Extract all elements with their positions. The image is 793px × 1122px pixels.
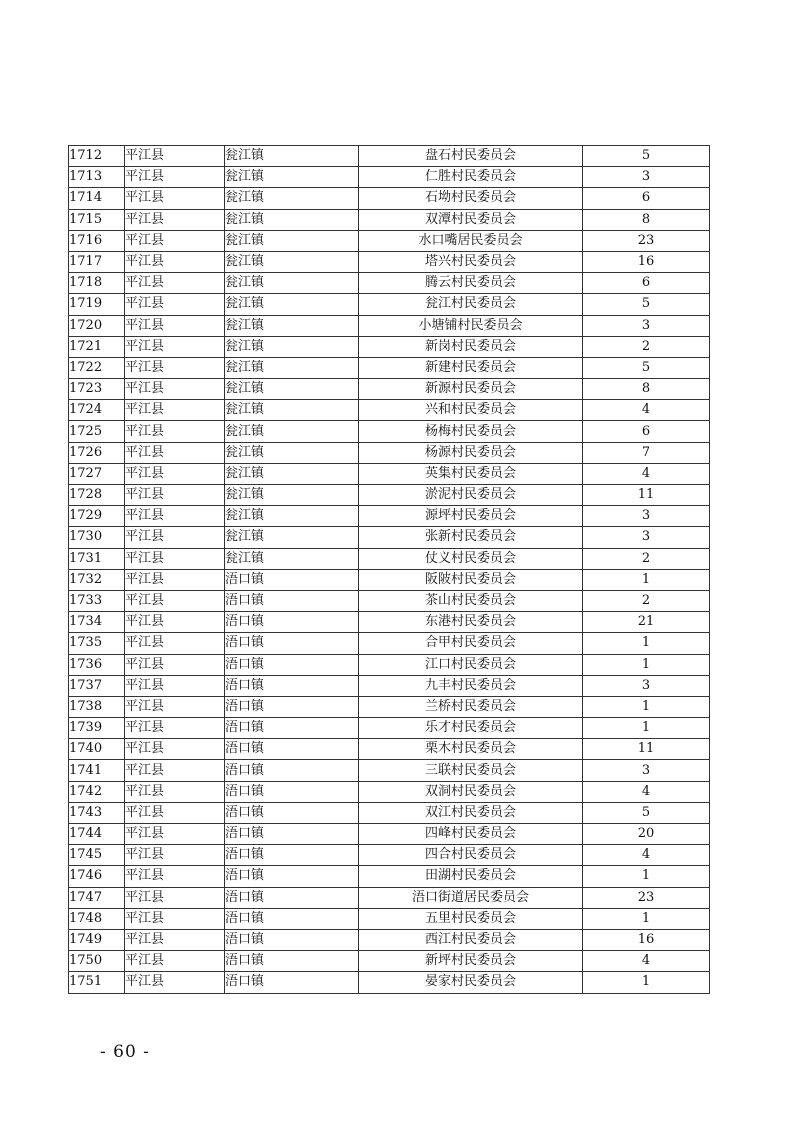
town-cell: 瓮江镇	[225, 357, 359, 378]
county-cell: 平江县	[125, 442, 225, 463]
town-cell: 浯口镇	[225, 951, 359, 972]
county-cell: 平江县	[125, 612, 225, 633]
table-row	[69, 315, 710, 336]
table-row	[69, 781, 710, 802]
count-cell: 5	[583, 146, 710, 167]
town-cell: 浯口镇	[225, 633, 359, 654]
county-cell: 平江县	[125, 781, 225, 802]
row-number-cell: 1749	[69, 929, 125, 950]
count-cell: 11	[583, 739, 710, 760]
row-number-cell: 1718	[69, 273, 125, 294]
village-committee-cell: 双洞村民委员会	[359, 781, 583, 802]
count-cell: 3	[583, 760, 710, 781]
table-row	[69, 188, 710, 209]
county-cell: 平江县	[125, 315, 225, 336]
count-cell: 3	[583, 315, 710, 336]
county-cell: 平江县	[125, 167, 225, 188]
county-cell: 平江县	[125, 929, 225, 950]
village-committee-cell: 新源村民委员会	[359, 379, 583, 400]
village-committee-cell: 四峰村民委员会	[359, 824, 583, 845]
town-cell: 瓮江镇	[225, 442, 359, 463]
table-row	[69, 590, 710, 611]
village-committee-cell: 三联村民委员会	[359, 760, 583, 781]
town-cell: 浯口镇	[225, 972, 359, 993]
village-committee-cell: 英集村民委员会	[359, 463, 583, 484]
county-cell: 平江县	[125, 887, 225, 908]
county-cell: 平江县	[125, 696, 225, 717]
row-number-cell: 1716	[69, 230, 125, 251]
village-committee-cell: 张新村民委员会	[359, 527, 583, 548]
village-committee-cell: 杨梅村民委员会	[359, 421, 583, 442]
county-cell: 平江县	[125, 251, 225, 272]
table-row	[69, 548, 710, 569]
town-cell: 浯口镇	[225, 654, 359, 675]
town-cell: 瓮江镇	[225, 463, 359, 484]
table-row	[69, 696, 710, 717]
town-cell: 浯口镇	[225, 569, 359, 590]
county-cell: 平江县	[125, 230, 225, 251]
county-cell: 平江县	[125, 485, 225, 506]
village-committee-cell: 晏家村民委员会	[359, 972, 583, 993]
count-cell: 5	[583, 357, 710, 378]
village-committee-cell: 小塘铺村民委员会	[359, 315, 583, 336]
county-cell: 平江县	[125, 908, 225, 929]
row-number-cell: 1738	[69, 696, 125, 717]
town-cell: 浯口镇	[225, 739, 359, 760]
row-number-cell: 1712	[69, 146, 125, 167]
county-cell: 平江县	[125, 866, 225, 887]
village-committee-cell: 栗木村民委员会	[359, 739, 583, 760]
table-row	[69, 718, 710, 739]
village-committee-cell: 杨源村民委员会	[359, 442, 583, 463]
village-committee-cell: 兴和村民委员会	[359, 400, 583, 421]
count-cell: 6	[583, 188, 710, 209]
town-cell: 浯口镇	[225, 696, 359, 717]
count-cell: 4	[583, 400, 710, 421]
county-cell: 平江县	[125, 336, 225, 357]
row-number-cell: 1715	[69, 209, 125, 230]
row-number-cell: 1740	[69, 739, 125, 760]
count-cell: 16	[583, 251, 710, 272]
town-cell: 瓮江镇	[225, 167, 359, 188]
village-committee-cell: 瓮江村民委员会	[359, 294, 583, 315]
village-committee-cell: 西江村民委员会	[359, 929, 583, 950]
row-number-cell: 1736	[69, 654, 125, 675]
county-cell: 平江县	[125, 590, 225, 611]
town-cell: 瓮江镇	[225, 251, 359, 272]
count-cell: 23	[583, 230, 710, 251]
town-cell: 浯口镇	[225, 612, 359, 633]
town-cell: 瓮江镇	[225, 230, 359, 251]
count-cell: 1	[583, 866, 710, 887]
village-committee-cell: 石坳村民委员会	[359, 188, 583, 209]
row-number-cell: 1719	[69, 294, 125, 315]
town-cell: 浯口镇	[225, 802, 359, 823]
table-row	[69, 485, 710, 506]
table-row	[69, 633, 710, 654]
count-cell: 6	[583, 421, 710, 442]
count-cell: 5	[583, 802, 710, 823]
count-cell: 1	[583, 654, 710, 675]
county-cell: 平江县	[125, 506, 225, 527]
village-committee-cell: 五里村民委员会	[359, 908, 583, 929]
town-cell: 浯口镇	[225, 590, 359, 611]
village-committee-cell: 腾云村民委员会	[359, 273, 583, 294]
county-cell: 平江县	[125, 379, 225, 400]
county-cell: 平江县	[125, 675, 225, 696]
table-row	[69, 506, 710, 527]
table-row	[69, 569, 710, 590]
count-cell: 23	[583, 887, 710, 908]
row-number-cell: 1737	[69, 675, 125, 696]
town-cell: 瓮江镇	[225, 146, 359, 167]
village-committee-cell: 仗义村民委员会	[359, 548, 583, 569]
town-cell: 浯口镇	[225, 675, 359, 696]
county-cell: 平江县	[125, 802, 225, 823]
row-number-cell: 1714	[69, 188, 125, 209]
village-committee-cell: 塔兴村民委员会	[359, 251, 583, 272]
table-row	[69, 379, 710, 400]
count-cell: 1	[583, 696, 710, 717]
village-committee-cell: 江口村民委员会	[359, 654, 583, 675]
county-cell: 平江县	[125, 294, 225, 315]
table-row	[69, 527, 710, 548]
count-cell: 1	[583, 633, 710, 654]
county-cell: 平江县	[125, 400, 225, 421]
town-cell: 浯口镇	[225, 887, 359, 908]
row-number-cell: 1750	[69, 951, 125, 972]
county-cell: 平江县	[125, 633, 225, 654]
county-cell: 平江县	[125, 824, 225, 845]
county-cell: 平江县	[125, 569, 225, 590]
county-cell: 平江县	[125, 972, 225, 993]
county-cell: 平江县	[125, 739, 225, 760]
town-cell: 瓮江镇	[225, 294, 359, 315]
count-cell: 2	[583, 548, 710, 569]
table-row	[69, 908, 710, 929]
table-row	[69, 845, 710, 866]
table-row	[69, 463, 710, 484]
town-cell: 瓮江镇	[225, 336, 359, 357]
county-cell: 平江县	[125, 463, 225, 484]
table-row	[69, 675, 710, 696]
town-cell: 瓮江镇	[225, 209, 359, 230]
count-cell: 4	[583, 845, 710, 866]
county-cell: 平江县	[125, 654, 225, 675]
row-number-cell: 1743	[69, 802, 125, 823]
page-number: - 60 -	[100, 1042, 150, 1062]
table-row	[69, 739, 710, 760]
village-committee-cell: 仁胜村民委员会	[359, 167, 583, 188]
town-cell: 瓮江镇	[225, 527, 359, 548]
count-cell: 3	[583, 167, 710, 188]
village-committee-cell: 九丰村民委员会	[359, 675, 583, 696]
row-number-cell: 1739	[69, 718, 125, 739]
count-cell: 3	[583, 527, 710, 548]
table-row	[69, 400, 710, 421]
count-cell: 8	[583, 209, 710, 230]
table-body	[69, 146, 710, 994]
row-number-cell: 1723	[69, 379, 125, 400]
row-number-cell: 1735	[69, 633, 125, 654]
count-cell: 4	[583, 463, 710, 484]
row-number-cell: 1751	[69, 972, 125, 993]
table-row	[69, 824, 710, 845]
town-cell: 浯口镇	[225, 845, 359, 866]
county-cell: 平江县	[125, 146, 225, 167]
village-committee-cell: 乐才村民委员会	[359, 718, 583, 739]
village-committee-cell: 兰桥村民委员会	[359, 696, 583, 717]
table-row	[69, 336, 710, 357]
row-number-cell: 1722	[69, 357, 125, 378]
row-number-cell: 1713	[69, 167, 125, 188]
table-row	[69, 760, 710, 781]
village-table	[68, 145, 710, 994]
table-row	[69, 273, 710, 294]
village-committee-cell: 双潭村民委员会	[359, 209, 583, 230]
county-cell: 平江县	[125, 421, 225, 442]
village-committee-cell: 浯口街道居民委员会	[359, 887, 583, 908]
village-committee-cell: 茶山村民委员会	[359, 590, 583, 611]
table-row	[69, 357, 710, 378]
table-row	[69, 294, 710, 315]
row-number-cell: 1742	[69, 781, 125, 802]
town-cell: 浯口镇	[225, 718, 359, 739]
table-row	[69, 972, 710, 993]
town-cell: 瓮江镇	[225, 188, 359, 209]
village-committee-cell: 田湖村民委员会	[359, 866, 583, 887]
village-committee-cell: 淤泥村民委员会	[359, 485, 583, 506]
table-row	[69, 929, 710, 950]
row-number-cell: 1741	[69, 760, 125, 781]
village-committee-cell: 四合村民委员会	[359, 845, 583, 866]
table-row	[69, 612, 710, 633]
town-cell: 瓮江镇	[225, 421, 359, 442]
row-number-cell: 1726	[69, 442, 125, 463]
row-number-cell: 1730	[69, 527, 125, 548]
row-number-cell: 1745	[69, 845, 125, 866]
village-committee-cell: 源坪村民委员会	[359, 506, 583, 527]
county-cell: 平江县	[125, 209, 225, 230]
row-number-cell: 1747	[69, 887, 125, 908]
table-row	[69, 146, 710, 167]
table-row	[69, 866, 710, 887]
row-number-cell: 1732	[69, 569, 125, 590]
row-number-cell: 1744	[69, 824, 125, 845]
count-cell: 2	[583, 336, 710, 357]
count-cell: 4	[583, 951, 710, 972]
village-committee-cell: 双江村民委员会	[359, 802, 583, 823]
town-cell: 瓮江镇	[225, 273, 359, 294]
county-cell: 平江县	[125, 718, 225, 739]
county-cell: 平江县	[125, 845, 225, 866]
row-number-cell: 1734	[69, 612, 125, 633]
town-cell: 浯口镇	[225, 866, 359, 887]
village-committee-cell: 新建村民委员会	[359, 357, 583, 378]
town-cell: 浯口镇	[225, 929, 359, 950]
county-cell: 平江县	[125, 951, 225, 972]
count-cell: 5	[583, 294, 710, 315]
table-row	[69, 654, 710, 675]
town-cell: 瓮江镇	[225, 506, 359, 527]
count-cell: 1	[583, 972, 710, 993]
village-committee-cell: 水口嘴居民委员会	[359, 230, 583, 251]
count-cell: 20	[583, 824, 710, 845]
count-cell: 2	[583, 590, 710, 611]
count-cell: 1	[583, 908, 710, 929]
table-row	[69, 167, 710, 188]
count-cell: 6	[583, 273, 710, 294]
town-cell: 浯口镇	[225, 824, 359, 845]
row-number-cell: 1727	[69, 463, 125, 484]
row-number-cell: 1721	[69, 336, 125, 357]
row-number-cell: 1729	[69, 506, 125, 527]
town-cell: 浯口镇	[225, 760, 359, 781]
town-cell: 浯口镇	[225, 781, 359, 802]
row-number-cell: 1725	[69, 421, 125, 442]
count-cell: 3	[583, 675, 710, 696]
row-number-cell: 1748	[69, 908, 125, 929]
row-number-cell: 1728	[69, 485, 125, 506]
table-row	[69, 802, 710, 823]
county-cell: 平江县	[125, 357, 225, 378]
village-committee-cell: 合甲村民委员会	[359, 633, 583, 654]
village-committee-cell: 新坪村民委员会	[359, 951, 583, 972]
table-row	[69, 951, 710, 972]
row-number-cell: 1720	[69, 315, 125, 336]
town-cell: 瓮江镇	[225, 485, 359, 506]
count-cell: 7	[583, 442, 710, 463]
village-committee-cell: 盘石村民委员会	[359, 146, 583, 167]
row-number-cell: 1717	[69, 251, 125, 272]
count-cell: 3	[583, 506, 710, 527]
table-row	[69, 251, 710, 272]
count-cell: 21	[583, 612, 710, 633]
table-row	[69, 442, 710, 463]
village-committee-cell: 东港村民委员会	[359, 612, 583, 633]
town-cell: 瓮江镇	[225, 315, 359, 336]
table-row	[69, 209, 710, 230]
county-cell: 平江县	[125, 273, 225, 294]
table-row	[69, 421, 710, 442]
count-cell: 16	[583, 929, 710, 950]
row-number-cell: 1731	[69, 548, 125, 569]
village-committee-cell: 阪陂村民委员会	[359, 569, 583, 590]
count-cell: 1	[583, 569, 710, 590]
county-cell: 平江县	[125, 188, 225, 209]
town-cell: 瓮江镇	[225, 400, 359, 421]
count-cell: 4	[583, 781, 710, 802]
county-cell: 平江县	[125, 527, 225, 548]
row-number-cell: 1746	[69, 866, 125, 887]
town-cell: 浯口镇	[225, 908, 359, 929]
count-cell: 11	[583, 485, 710, 506]
row-number-cell: 1724	[69, 400, 125, 421]
count-cell: 8	[583, 379, 710, 400]
town-cell: 瓮江镇	[225, 548, 359, 569]
count-cell: 1	[583, 718, 710, 739]
table-row	[69, 230, 710, 251]
village-committee-cell: 新岗村民委员会	[359, 336, 583, 357]
row-number-cell: 1733	[69, 590, 125, 611]
table-row	[69, 887, 710, 908]
county-cell: 平江县	[125, 760, 225, 781]
county-cell: 平江县	[125, 548, 225, 569]
town-cell: 瓮江镇	[225, 379, 359, 400]
